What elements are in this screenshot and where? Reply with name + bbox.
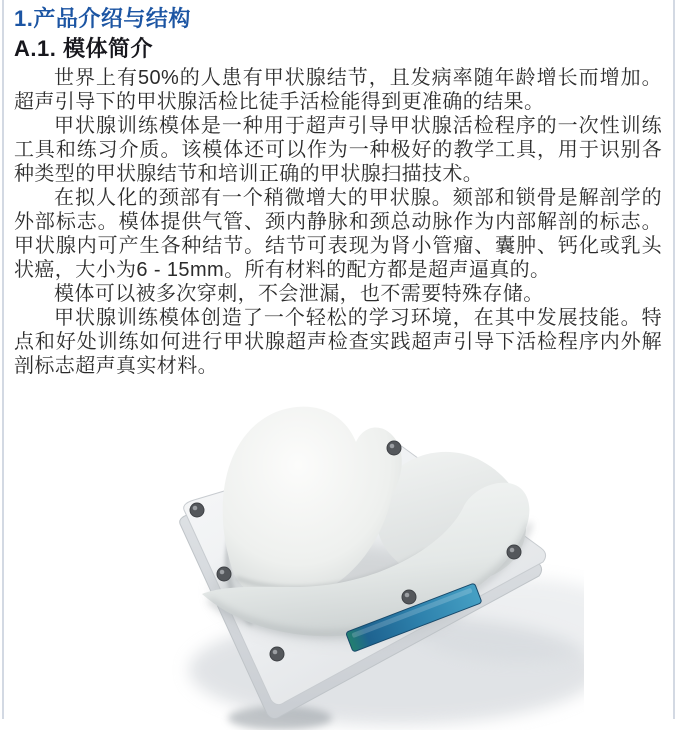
page-border-right — [673, 0, 675, 719]
paragraph-3: 在拟人化的颈部有一个稍微增大的甲状腺。颏部和锁骨是解剖学的外部标志。模体提供气管、颈内静脉和颈总动脉作为内部解剖的标志。甲状腺内可产生各种结节。结节可表现为肾小管瘤、囊肿、钙化或乳头状癌，大小为6 - 15mm。所有材料的配方都是超声逼真的。 — [14, 187, 662, 281]
subsection-title: A.1. 模体简介 — [14, 36, 153, 61]
section-title: 1.产品介绍与结构 — [14, 6, 191, 31]
paragraph-5: 甲状腺训练模体创造了一个轻松的学习环境，在其中发展技能。特点和好处训练如何进行甲状腺超声检查实践超声引导下活检程序内外解剖标志超声真实材料。 — [14, 307, 662, 377]
phantom-product-photo — [84, 382, 584, 730]
paragraph-2: 甲状腺训练模体是一种用于超声引导甲状腺活检程序的一次性训练工具和练习介质。该模体还可以作为一种极好的教学工具，用于识别各种类型的甲状腺结节和培训正确的甲状腺扫描技术。 — [14, 115, 662, 185]
paragraph-4: 模体可以被多次穿刺，不会泄漏，也不需要特殊存储。 — [54, 283, 544, 305]
page-border-left — [2, 0, 4, 719]
paragraph-1: 世界上有50%的人患有甲状腺结节，且发病率随年龄增长而增加。超声引导下的甲状腺活检比徒手活检能得到更准确的结果。 — [14, 67, 662, 113]
